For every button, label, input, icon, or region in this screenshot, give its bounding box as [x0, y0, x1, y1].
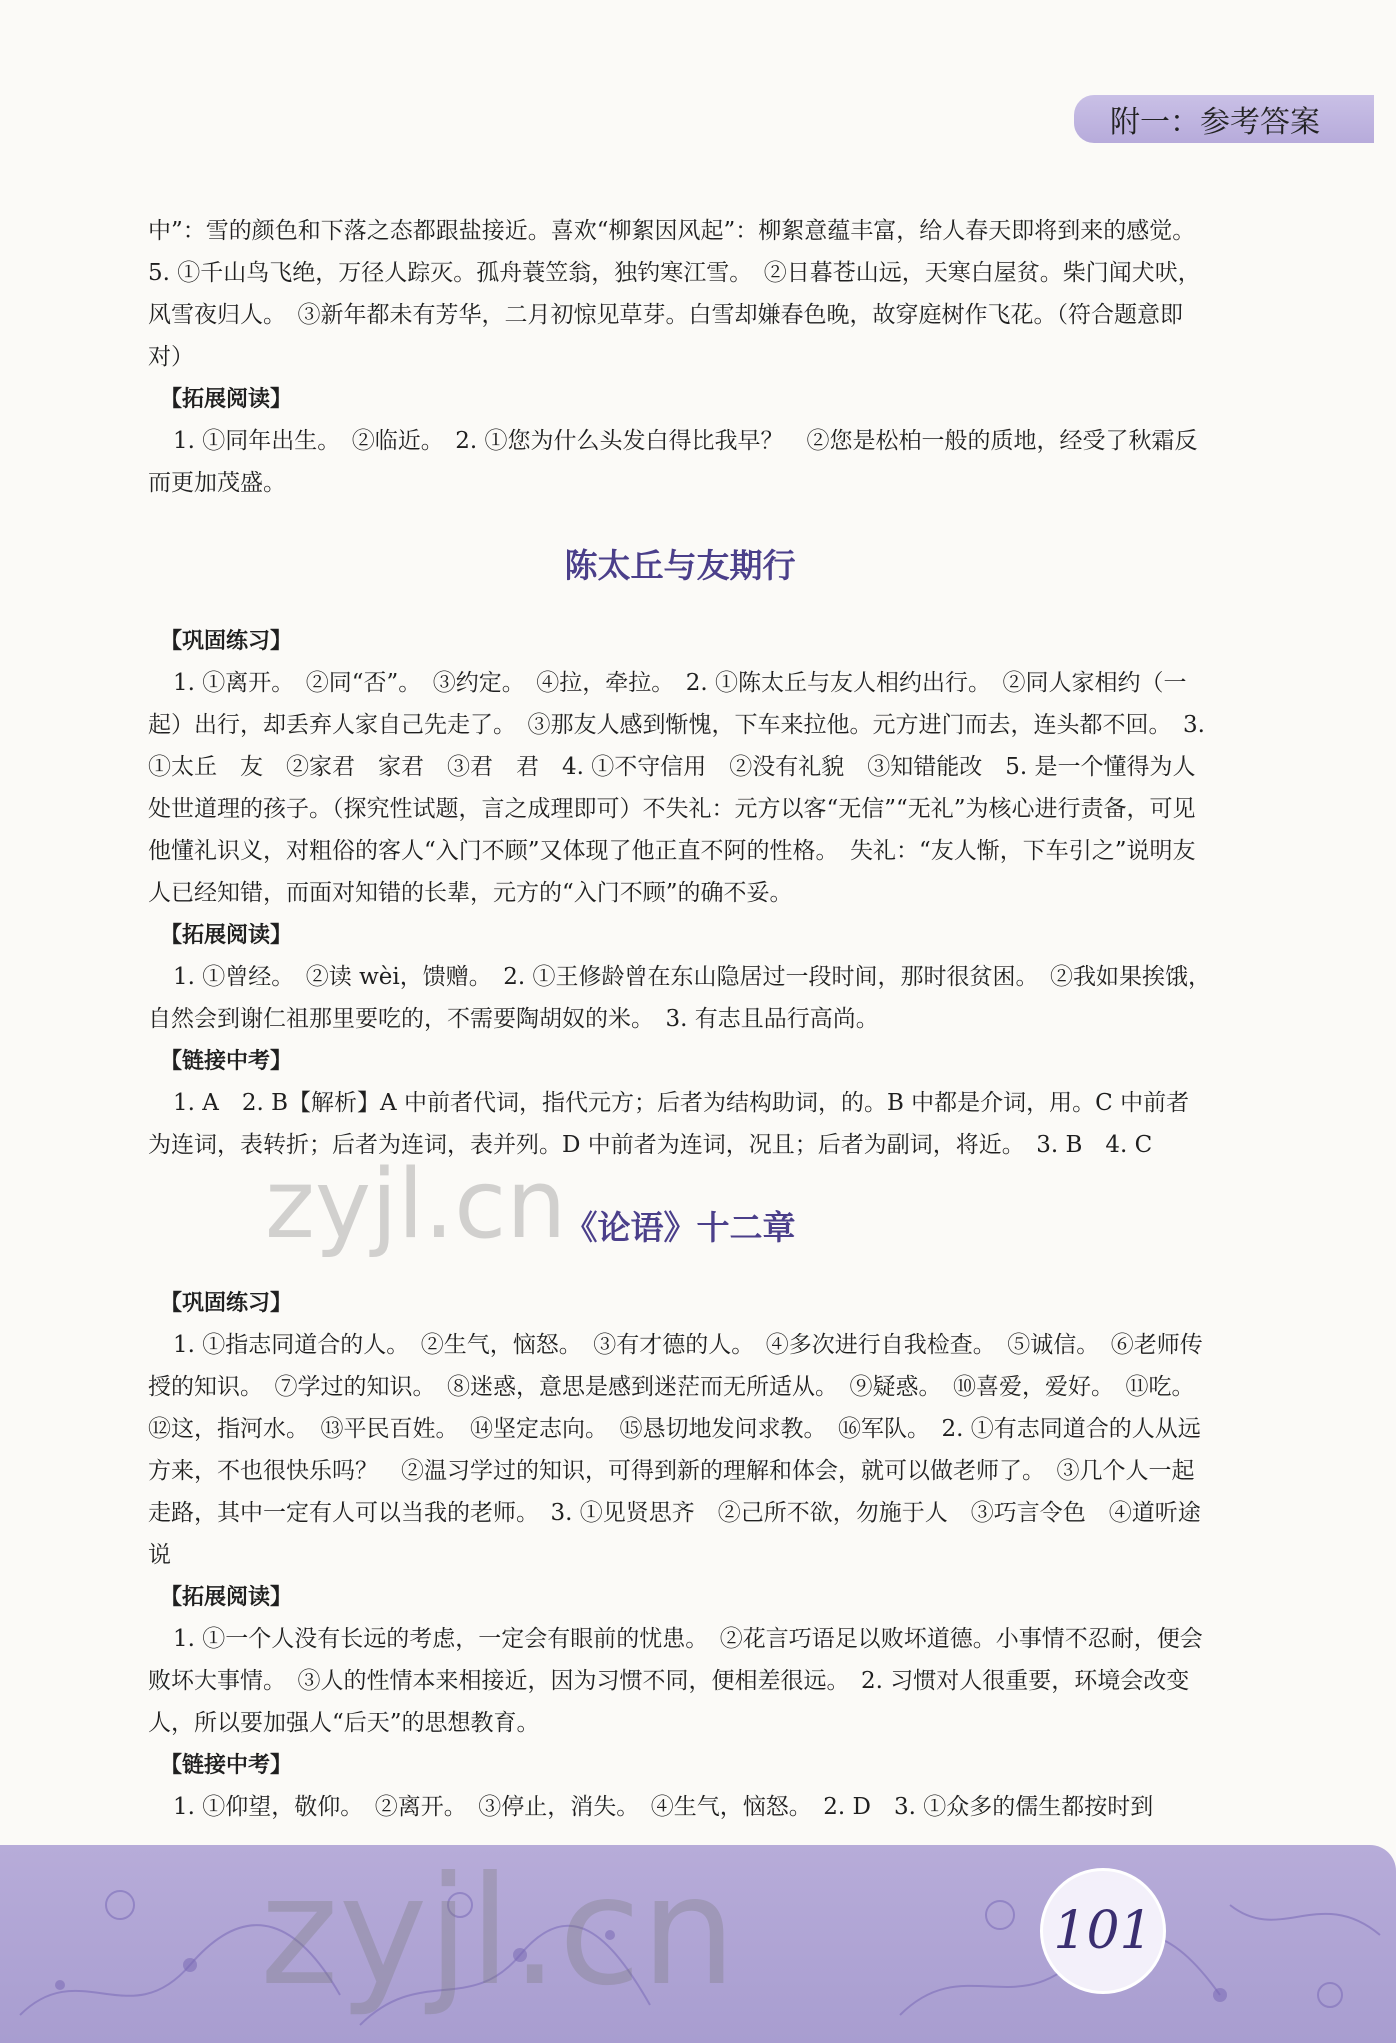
section1-exam-text: 1. A 2. B【解析】A 中前者代词，指代元方；后者为结构助词，的。B 中都是介词，用。C 中前者为连词，表转折；后者为连词，表并列。D 中前者为连词，况且；后者为副词，将近。 3. B 4. C	[148, 1090, 1190, 1158]
page-number: 101	[1040, 1868, 1166, 1994]
section1-reading-tag: 【拓展阅读】	[160, 922, 293, 948]
intro-reading-text: 1. ①同年出生。 ②临近。 2. ①您为什么头发白得比我早？ ②您是松柏一般的质地，经受了秋霜反而更加茂盛。	[148, 428, 1198, 496]
watermark-text: zyjl.cn	[265, 1150, 567, 1260]
section1-practice-tag: 【巩固练习】	[160, 628, 293, 654]
section2-practice-tag: 【巩固练习】	[160, 1290, 293, 1316]
section1-exam-tag: 【链接中考】	[160, 1048, 293, 1074]
section1-practice-text: 1. ①离开。 ②同“否”。 ③约定。 ④拉，牵拉。 2. ①陈太丘与友人相约出行。 ②同人家相约（一起）出行，却丢弃人家自己先走了。 ③那友人感到惭愧，下车来拉他。元方进门而去，连头都不回。 3. ①太丘 友 ②家君 家君 ③君 君 4. ①不守信用 ②没有礼貌 ③知错能改 5. 是一个懂得为人处世道理的孩子。（探究性试题，言之成理即可）不失礼：元方以客“无信”“无礼”为核心进行责备，可见他懂礼识义，对粗俗的客人“入门不顾”又体现了他正直不阿的性格。 失礼：“友人惭，下车引之”说明友人已经知错，而面对知错的长辈，元方的“入门不顾”的确不妥。	[148, 670, 1205, 906]
watermark-text-large: zyjl.cn	[260, 1845, 737, 2019]
section2-exam-text: 1. ①仰望，敬仰。 ②离开。 ③停止，消失。 ④生气，恼怒。 2. D 3. ①众多的儒生都按时到	[173, 1794, 1154, 1820]
intro-reading-tag: 【拓展阅读】	[160, 386, 293, 412]
section-title-chentaiqiu: 陈太丘与友期行	[564, 546, 796, 585]
section2-reading-text: 1. ①一个人没有长远的考虑，一定会有眼前的忧患。 ②花言巧语足以败坏道德。小事情不忍耐，便会败坏大事情。 ③人的性情本来相接近，因为习惯不同，便相差很远。 2. 习惯对人很重要，环境会改变人，所以要加强人“后天”的思想教育。	[148, 1626, 1203, 1736]
footer-band	[0, 1845, 1396, 2043]
section-title-lunyu: 《论语》十二章	[564, 1208, 796, 1247]
header-title: 附一：参考答案	[1110, 105, 1320, 140]
answer-content	[148, 210, 1212, 1828]
floral-pattern-icon	[0, 1845, 1396, 2043]
section2-reading-tag: 【拓展阅读】	[160, 1584, 293, 1610]
section2-practice-text: 1. ①指志同道合的人。 ②生气，恼怒。 ③有才德的人。 ④多次进行自我检查。 ⑤诚信。 ⑥老师传授的知识。 ⑦学过的知识。 ⑧迷惑，意思是感到迷茫而无所适从。 ⑨疑惑。 ⑩喜爱，爱好。 ⑪吃。 ⑫这，指河水。 ⑬平民百姓。 ⑭坚定志向。 ⑮恳切地发问求教。 ⑯军队。 2. ①有志同道合的人从远方来，不也很快乐吗？ ②温习学过的知识，可得到新的理解和体会，就可以做老师了。 ③几个人一起走路，其中一定有人可以当我的老师。 3. ①见贤思齐 ②己所不欲，勿施于人 ③巧言令色 ④道听途说	[148, 1332, 1206, 1568]
intro-paragraph: 中”：雪的颜色和下落之态都跟盐接近。喜欢“柳絮因风起”：柳絮意蕴丰富，给人春天即将到来的感觉。 5. ①千山鸟飞绝，万径人踪灭。孤舟蓑笠翁，独钓寒江雪。 ②日暮苍山远，天寒白屋贫。柴门闻犬吠，风雪夜归人。 ③新年都未有芳华，二月初惊见草芽。白雪却嫌春色晚，故穿庭树作飞花。（符合题意即对）	[148, 218, 1207, 370]
header-tab	[1074, 95, 1374, 143]
section2-exam-tag: 【链接中考】	[160, 1752, 293, 1778]
section1-reading-text: 1. ①曾经。 ②读 wèi，馈赠。 2. ①王修龄曾在东山隐居过一段时间，那时很贫困。 ②我如果挨饿，自然会到谢仁祖那里要吃的，不需要陶胡奴的米。 3. 有志且品行高尚。	[148, 964, 1211, 1032]
